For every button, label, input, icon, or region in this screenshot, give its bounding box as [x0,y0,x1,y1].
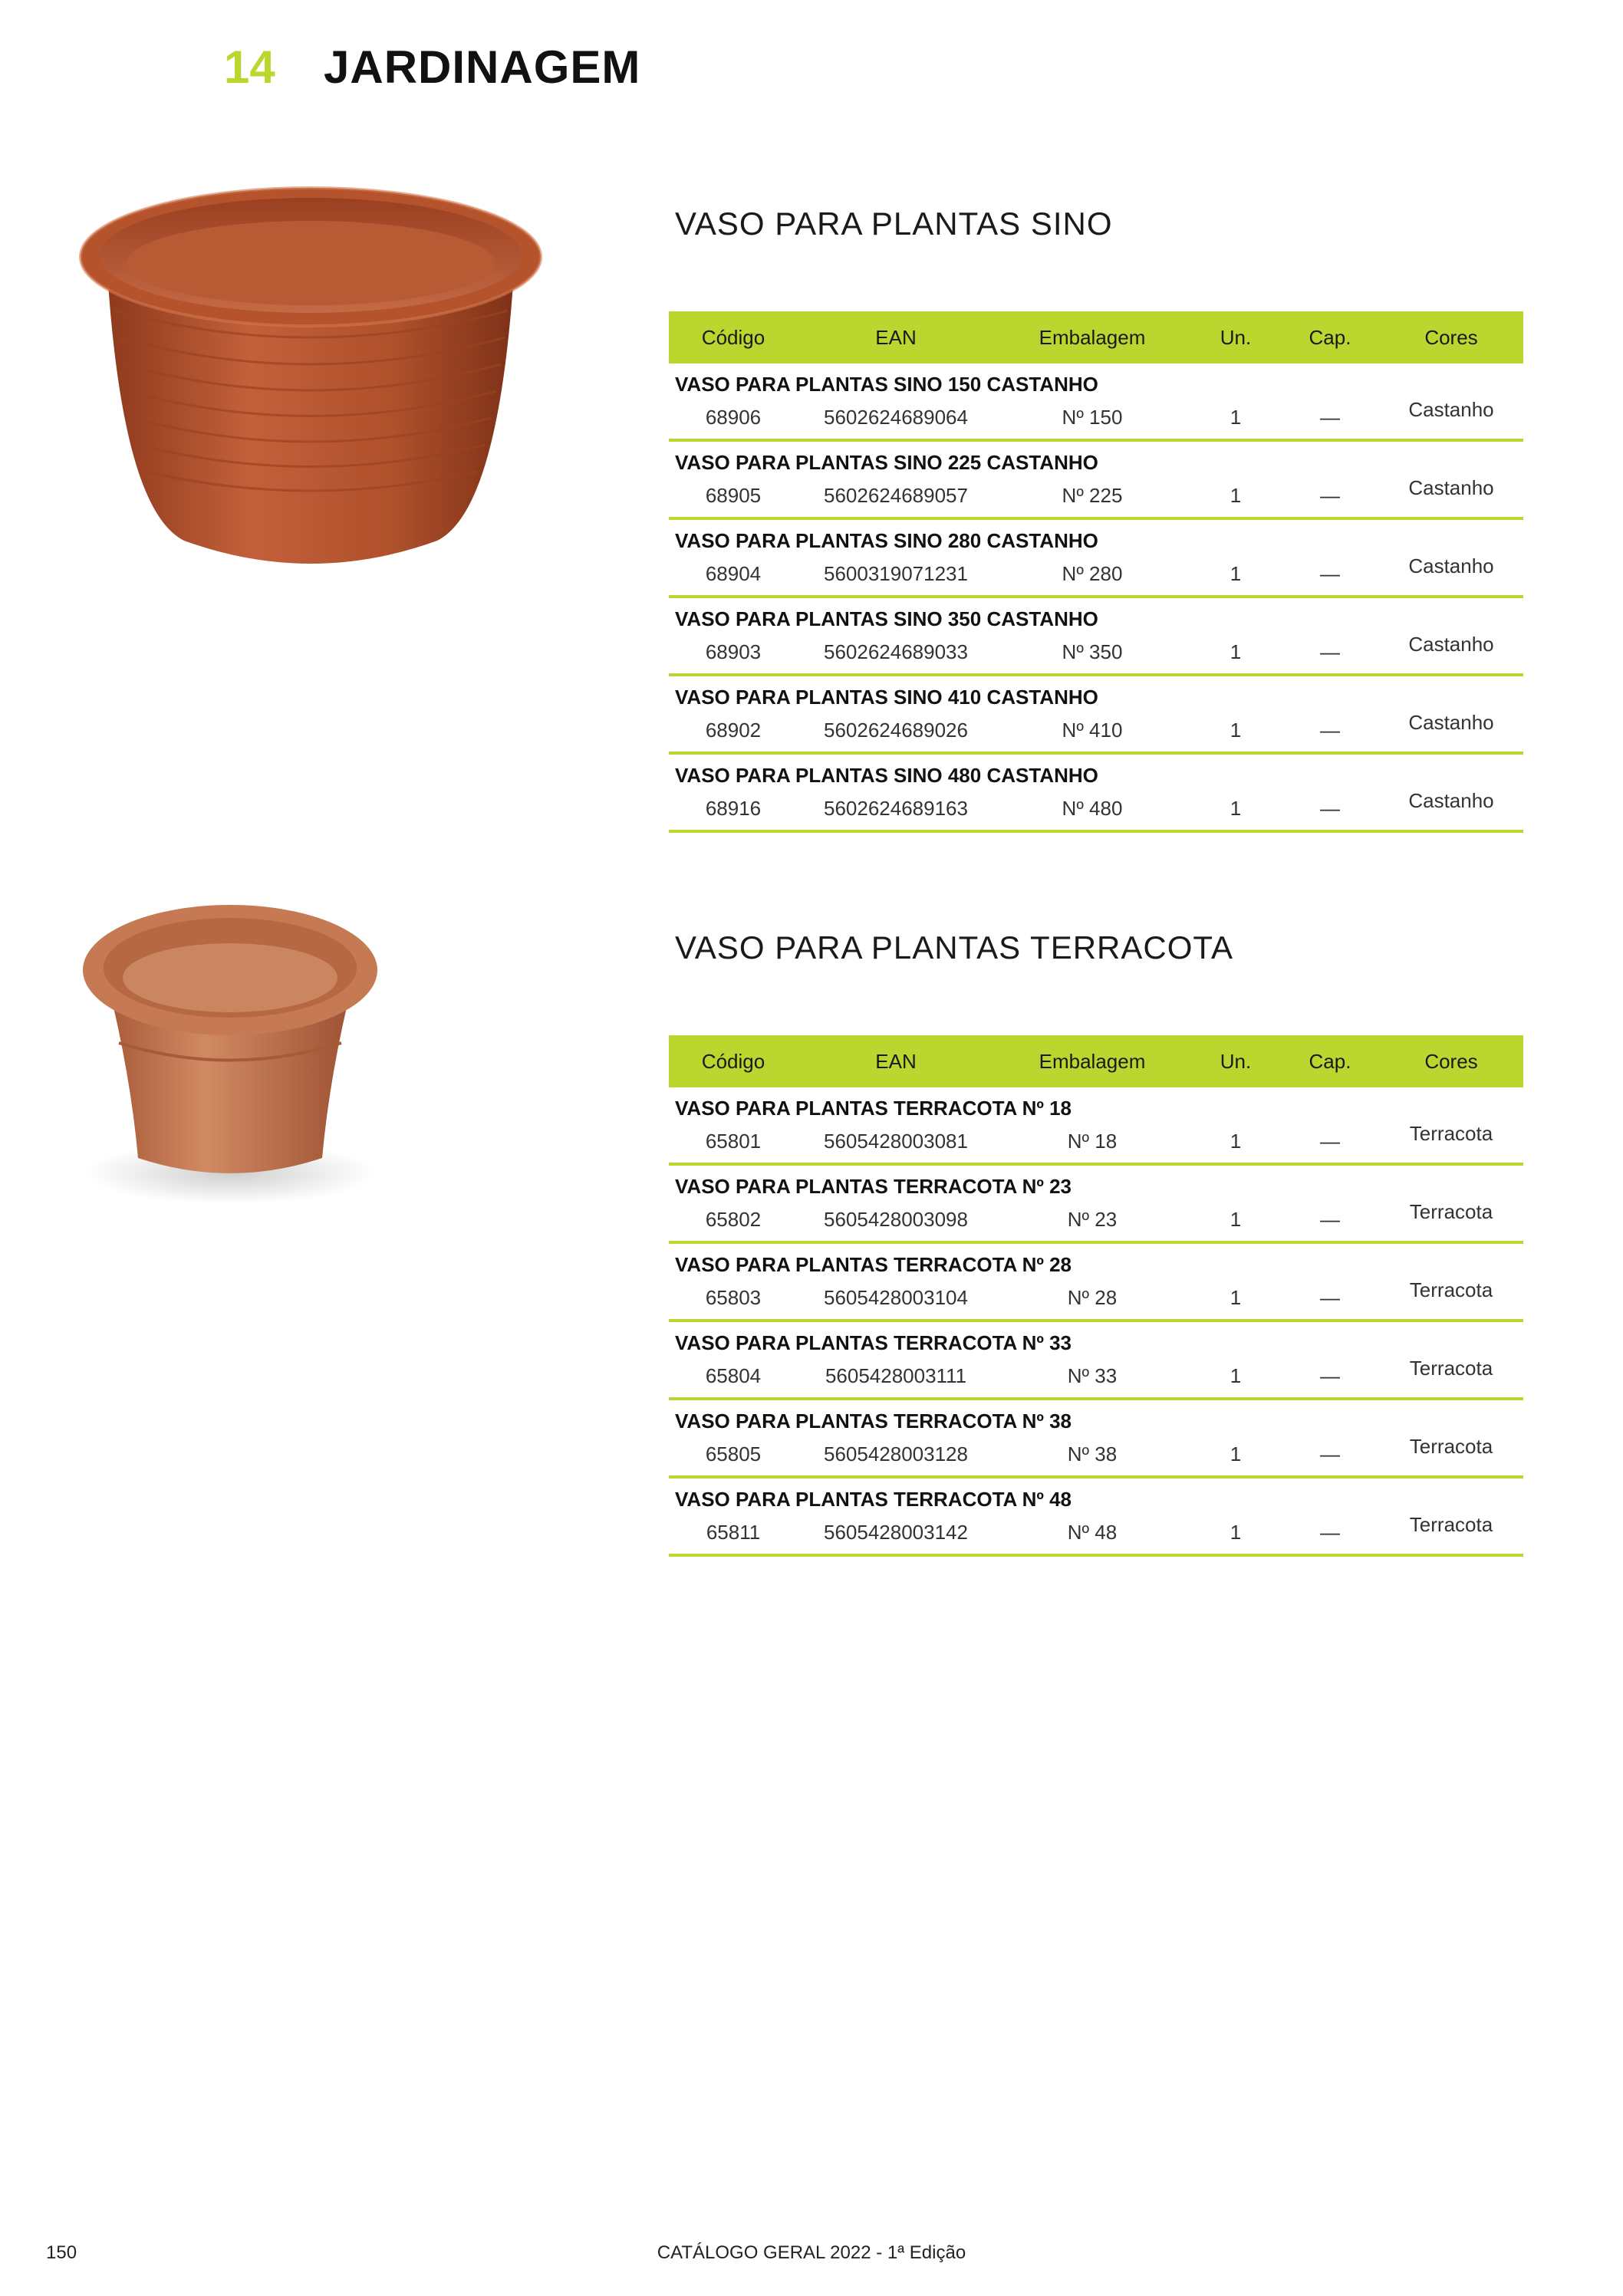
table-row [669,755,1523,833]
product-ean: 5602624689033 [824,640,968,663]
table-row [669,598,1523,676]
product-code: 65801 [705,1130,762,1153]
product-ean: 5605428003104 [824,1286,968,1309]
product-name: VASO PARA PLANTAS TERRACOTA Nº 38 [675,1410,1072,1433]
product-code: 65811 [706,1521,761,1544]
table-row [669,520,1523,598]
product-color: Castanho [1408,398,1494,421]
table-header [669,311,1523,363]
product-code: 68903 [705,640,762,663]
product-ean: 5605428003128 [824,1442,968,1465]
product-code: 68916 [705,797,762,820]
product-capacity: — [1320,797,1340,820]
table-row [669,1322,1523,1400]
table-row [669,1087,1523,1166]
product-capacity: — [1320,640,1340,663]
column-header-colors: Cores [1424,1050,1478,1073]
product-capacity: — [1320,1286,1340,1309]
product-units: 1 [1230,797,1242,820]
chapter-number: 14 [224,41,275,93]
product-name: VASO PARA PLANTAS SINO 350 CASTANHO [675,607,1098,630]
product-packaging: Nº 225 [1062,484,1123,507]
product-color: Castanho [1408,476,1494,499]
product-name: VASO PARA PLANTAS TERRACOTA Nº 23 [675,1175,1072,1198]
product-capacity: — [1320,1364,1340,1387]
chapter-title: JARDINAGEM [324,41,641,93]
product-units: 1 [1230,406,1242,429]
product-capacity: — [1320,406,1340,429]
table-row [669,363,1523,442]
product-units: 1 [1230,719,1242,742]
table-row [669,442,1523,520]
product-ean: 5602624689064 [824,406,968,429]
product-units: 1 [1230,1286,1242,1309]
product-packaging: Nº 23 [1067,1208,1118,1231]
column-header-capacity: Cap. [1309,1050,1351,1073]
product-color: Terracota [1409,1513,1493,1536]
table-row [669,1400,1523,1479]
product-ean: 5602624689026 [824,719,968,742]
product-code: 68905 [705,484,762,507]
column-header-ean: EAN [875,1050,917,1073]
product-ean: 5600319071231 [824,562,968,585]
table-row [669,1244,1523,1322]
column-header-code: Código [701,1050,765,1073]
product-name: VASO PARA PLANTAS SINO 410 CASTANHO [675,686,1098,709]
product-color: Terracota [1409,1357,1493,1380]
product-packaging: Nº 480 [1062,797,1123,820]
product-table-terracota [669,1035,1523,1557]
table-row [669,1479,1523,1557]
product-packaging: Nº 280 [1062,562,1123,585]
product-ean: 5605428003142 [824,1521,968,1544]
product-name: VASO PARA PLANTAS TERRACOTA Nº 28 [675,1253,1072,1276]
product-code: 68902 [705,719,762,742]
product-name: VASO PARA PLANTAS TERRACOTA Nº 48 [675,1488,1072,1511]
column-header-units: Un. [1220,326,1252,349]
product-capacity: — [1320,719,1340,742]
product-units: 1 [1230,562,1242,585]
product-packaging: Nº 28 [1067,1286,1118,1309]
product-code: 68904 [705,562,762,585]
product-capacity: — [1320,1208,1340,1231]
product-code: 65805 [705,1442,762,1465]
product-color: Castanho [1408,554,1494,577]
product-units: 1 [1230,1130,1242,1153]
table-row [669,676,1523,755]
product-name: VASO PARA PLANTAS TERRACOTA Nº 18 [675,1097,1072,1120]
product-capacity: — [1320,1442,1340,1465]
catalog-title: CATÁLOGO GERAL 2022 - 1ª Edição [657,2242,966,2263]
product-name: VASO PARA PLANTAS SINO 150 CASTANHO [675,373,1098,396]
column-header-colors: Cores [1424,326,1478,349]
product-packaging: Nº 410 [1062,719,1123,742]
product-color: Castanho [1408,633,1494,656]
product-packaging: Nº 48 [1067,1521,1118,1544]
product-color: Terracota [1409,1200,1493,1223]
table-header [669,1035,1523,1087]
product-code: 68906 [705,406,762,429]
product-packaging: Nº 18 [1067,1130,1118,1153]
page-number: 150 [46,2242,77,2263]
product-color: Terracota [1409,1278,1493,1301]
product-capacity: — [1320,484,1340,507]
product-units: 1 [1230,1521,1242,1544]
product-table-sino [669,311,1523,833]
column-header-capacity: Cap. [1309,326,1351,349]
table-row [669,1166,1523,1244]
product-packaging: Nº 38 [1067,1442,1118,1465]
product-packaging: Nº 33 [1067,1364,1118,1387]
product-code: 65803 [705,1286,762,1309]
product-units: 1 [1230,1208,1242,1231]
column-header-ean: EAN [875,326,917,349]
product-code: 65804 [705,1364,762,1387]
product-color: Terracota [1409,1122,1493,1145]
product-color: Terracota [1409,1435,1493,1458]
product-capacity: — [1320,1521,1340,1544]
product-color: Castanho [1408,711,1494,734]
column-header-code: Código [701,326,765,349]
column-header-packaging: Embalagem [1039,326,1146,349]
product-ean: 5602624689163 [824,797,968,820]
pot-sino-image [77,173,545,579]
product-units: 1 [1230,1364,1242,1387]
product-name: VASO PARA PLANTAS TERRACOTA Nº 33 [675,1331,1072,1354]
product-name: VASO PARA PLANTAS SINO 280 CASTANHO [675,529,1098,552]
product-units: 1 [1230,1442,1242,1465]
product-capacity: — [1320,562,1340,585]
product-code: 65802 [705,1208,762,1231]
product-capacity: — [1320,1130,1340,1153]
product-packaging: Nº 150 [1062,406,1123,429]
column-header-units: Un. [1220,1050,1252,1073]
pot-terracota-image [77,897,384,1208]
section-title-terracota: VASO PARA PLANTAS TERRACOTA [675,929,1233,965]
product-units: 1 [1230,484,1242,507]
product-ean: 5605428003111 [825,1364,967,1387]
product-ean: 5605428003081 [824,1130,968,1153]
section-title-sino: VASO PARA PLANTAS SINO [675,206,1113,242]
product-name: VASO PARA PLANTAS SINO 225 CASTANHO [675,451,1098,474]
product-packaging: Nº 350 [1062,640,1123,663]
product-name: VASO PARA PLANTAS SINO 480 CASTANHO [675,764,1098,787]
column-header-packaging: Embalagem [1039,1050,1146,1073]
product-color: Castanho [1408,789,1494,812]
product-ean: 5605428003098 [824,1208,968,1231]
product-ean: 5602624689057 [824,484,968,507]
product-units: 1 [1230,640,1242,663]
